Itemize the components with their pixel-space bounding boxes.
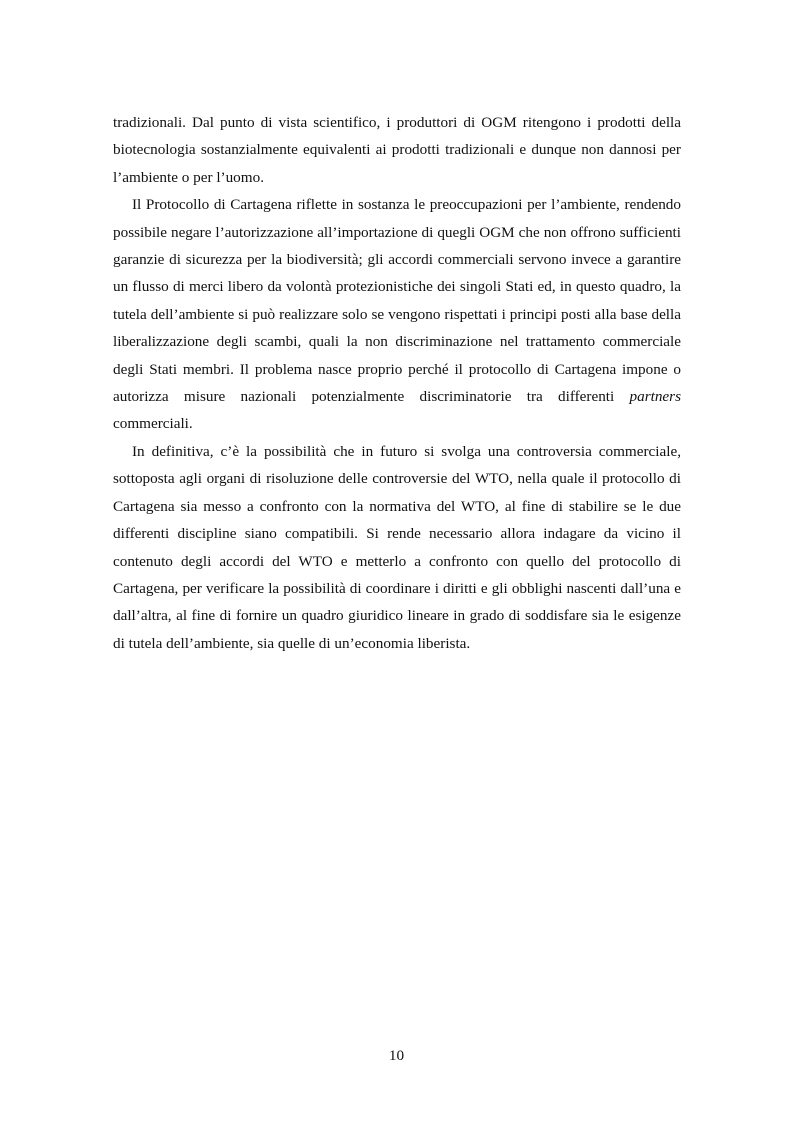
paragraph-1: tradizionali. Dal punto di vista scientifico, i produttori di OGM ritengono i prodotti della biotecnologia sostanzialmente equivalenti ai prodotti tradizionali e dunque non dannosi per l’ambiente o per l’uomo. [113,114,681,186]
paragraph-2-text-end: commerciali. [113,415,193,433]
page-number: 10 [388,1047,405,1064]
paragraph-2 [113,191,681,438]
paragraph-3: In definitiva, c’è la possibilità che in futuro si svolga una controversia commerciale, sottoposta agli organi di risoluzione delle controversie del WTO, nella quale il protocollo di Cartagena sia messo a confronto con la normativa del WTO, al fine di stabilire se le due differenti discipline siano compatibili. Si rende necessario allora indagare da vicino il contenuto degli accordi del WTO e metterlo a confronto con quello del protocollo di Cartagena, per verificare la possibilità di coordinare i diritti e gli obblighi nascenti dall’una e dall’altra, al fine di fornire un quadro giuridico lineare in grado di soddisfare sia le esigenze di tutela dell’ambiente, sia quelle di un’economia liberista. [113,442,681,652]
paragraph-2-emphasis: partners [629,388,681,406]
body-text [113,109,681,657]
paragraph-2-text-start: Il Protocollo di Cartagena riflette in sostanza le preoccupazioni per l’ambiente, rendendo possibile negare l’autorizzazione all’importazione di quegli OGM che non offrono sufficienti garanzie di sicurezza per la biodiversità; gli accordi commerciali servono invece a garantire un flusso di merci libero da volontà protezionistiche dei singoli Stati ed, in questo quadro, la tutela dell’ambiente si può realizzare solo se vengono rispettati i principi posti alla base della liberalizzazione degli scambi, quali la non discriminazione nel trattamento commerciale degli Stati membri. Il problema nasce proprio perché il protocollo di Cartagena impone o autorizza misure nazionali potenzialmente discriminatorie tra differenti [113,196,681,406]
